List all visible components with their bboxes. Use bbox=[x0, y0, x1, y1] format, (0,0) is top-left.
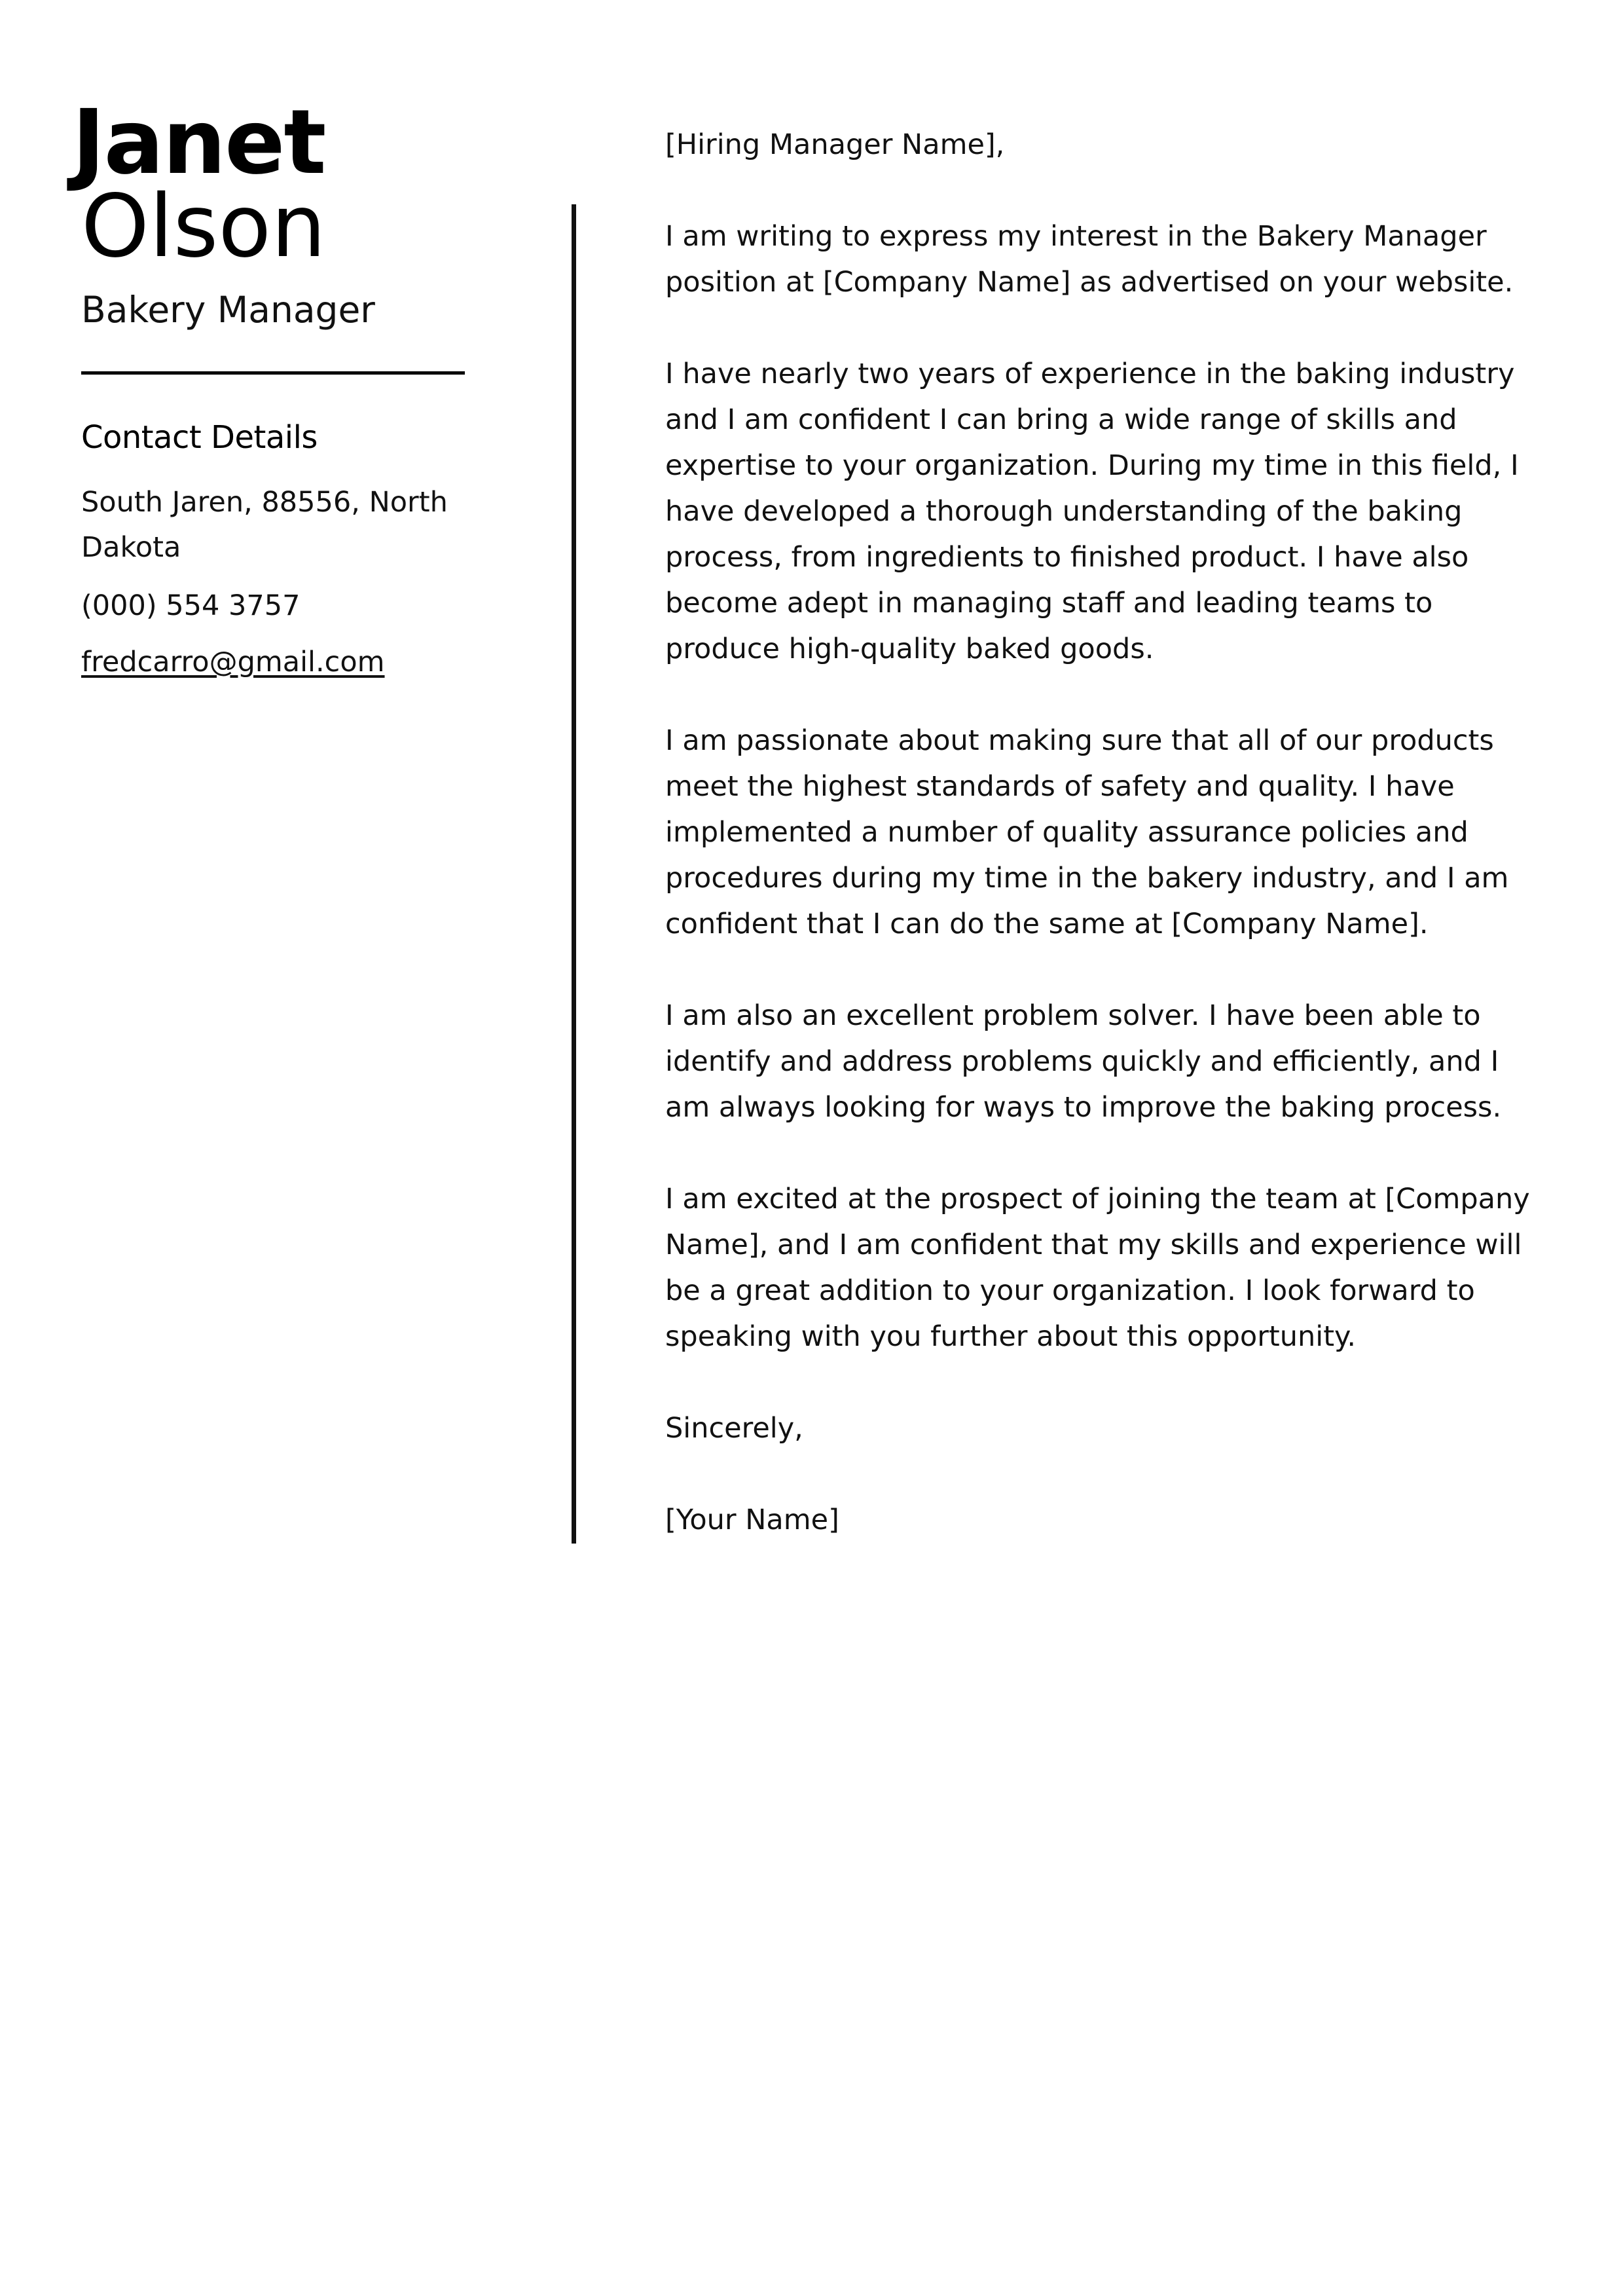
contact-address: South Jaren, 88556, North Dakota bbox=[81, 486, 448, 564]
letter-closing: Sincerely, bbox=[665, 1412, 803, 1445]
letter-salutation: [Hiring Manager Name], bbox=[665, 128, 1005, 161]
letter-paragraph: I have nearly two years of experience in the baking industry and I am confident I can bring a wide range of skills and expertise to your organization. During my time in this field, I have developed a thorough understanding of the baking process, from ingredients to finished product. I have also become adept in managing staff and leading teams to produce high-quality baked goods. bbox=[665, 358, 1519, 665]
letter-body bbox=[665, 122, 1539, 1543]
contact-phone: (000) 554 3757 bbox=[81, 589, 301, 622]
letter-signature: [Your Name] bbox=[665, 1504, 839, 1536]
vertical-divider bbox=[572, 204, 576, 1544]
letter-paragraph: I am writing to express my interest in the Bakery Manager position at [Company Name] as advertised on your website. bbox=[665, 220, 1514, 299]
job-title: Bakery Manager bbox=[81, 289, 375, 331]
contact-email-link[interactable]: fredcarro@gmail.com bbox=[81, 646, 385, 678]
letter-paragraph: I am passionate about making sure that all of our products meet the highest standards of safety and quality. I have implemented a number of quality assurance policies and procedures during my time in the bakery industry, and I am confident that I can do the same at [Company Name]. bbox=[665, 724, 1509, 940]
title-divider bbox=[81, 371, 465, 375]
letter-paragraph: I am also an excellent problem solver. I have been able to identify and address problems quickly and efficiently, and I am always looking for ways to improve the baking process. bbox=[665, 999, 1502, 1124]
last-name: Olson bbox=[81, 176, 326, 277]
first-name: Janet bbox=[72, 91, 325, 194]
contact-details-heading: Contact Details bbox=[81, 419, 318, 456]
letter-paragraph: I am excited at the prospect of joining the team at [Company Name], and I am confident that my skills and experience will be a great addition to your organization. I look forward to speaking with you further about this opportunity. bbox=[665, 1183, 1530, 1353]
